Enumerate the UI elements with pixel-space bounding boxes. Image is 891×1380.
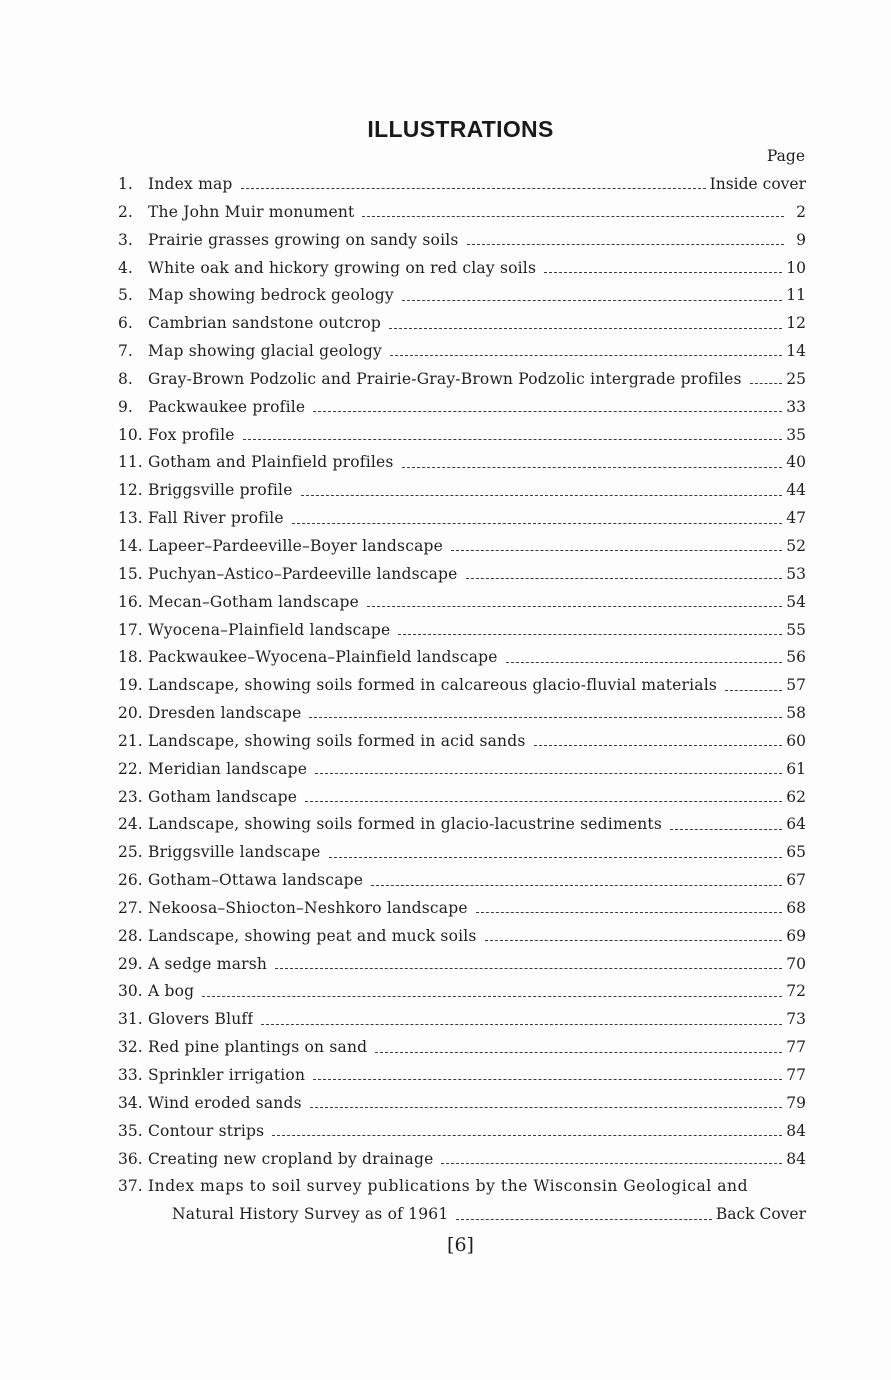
item-page: 84 <box>786 1121 806 1140</box>
list-item <box>118 199 806 227</box>
list-item <box>118 1173 806 1201</box>
item-page: 79 <box>786 1093 806 1112</box>
item-label: Gotham landscape <box>148 787 298 806</box>
item-label: A sedge marsh <box>148 954 268 973</box>
item-page: 14 <box>786 342 806 361</box>
item-page: 35 <box>786 425 806 444</box>
list-item <box>118 756 806 784</box>
item-number: 10. <box>118 425 143 444</box>
list-item <box>118 1146 806 1174</box>
leader-line <box>241 188 706 189</box>
leader-line <box>313 1079 782 1080</box>
item-number: 3. <box>118 230 133 249</box>
item-label: Meridian landscape <box>148 759 308 778</box>
item-label: Lapeer–Pardeeville–Boyer landscape <box>148 536 444 555</box>
list-item <box>118 422 806 450</box>
leader-line <box>456 1219 711 1220</box>
item-page: 70 <box>786 954 806 973</box>
item-number: 6. <box>118 314 133 333</box>
item-number: 16. <box>118 592 143 611</box>
item-label: Gray-Brown Podzolic and Prairie-Gray-Brown Podzolic intergrade profiles <box>148 369 742 388</box>
list-item <box>118 1034 806 1062</box>
item-label: Cambrian sandstone outcrop <box>148 314 382 333</box>
list-item <box>118 227 806 255</box>
leader-line <box>305 801 782 802</box>
item-number: 31. <box>118 1010 143 1029</box>
item-label: Index map <box>148 175 233 193</box>
list-item <box>118 1118 806 1146</box>
item-label: Sprinkler irrigation <box>148 1066 306 1084</box>
item-label: White oak and hickory growing on red clay soils <box>148 258 537 277</box>
item-number: 11. <box>118 453 143 472</box>
item-label: Landscape, showing soils formed in glacio-lacustrine sediments <box>148 815 663 834</box>
item-page: 58 <box>786 704 806 723</box>
item-label: Landscape, showing soils formed in acid sands <box>148 731 526 750</box>
list-item <box>118 811 806 839</box>
leader-line <box>309 717 782 718</box>
leader-line <box>362 216 784 217</box>
leader-line <box>390 355 782 356</box>
item-page: 47 <box>786 509 806 528</box>
list-item <box>118 617 806 645</box>
list-item <box>118 394 806 422</box>
list-item <box>118 255 806 283</box>
list-item <box>118 978 806 1006</box>
item-page: Inside cover <box>709 175 806 193</box>
illustrations-list <box>118 171 806 1229</box>
list-item <box>118 672 806 700</box>
item-number: 1. <box>118 175 133 193</box>
list-item <box>118 784 806 812</box>
item-number: 26. <box>118 871 143 890</box>
list-item <box>118 282 806 310</box>
item-label: Contour strips <box>148 1121 265 1140</box>
leader-line <box>451 550 782 551</box>
list-item <box>118 589 806 617</box>
item-page: Back Cover <box>715 1205 806 1224</box>
item-number: 21. <box>118 731 143 750</box>
item-page: 54 <box>786 592 806 611</box>
leader-line <box>389 328 782 329</box>
item-page: 55 <box>786 620 806 639</box>
leader-line <box>261 1024 782 1025</box>
list-item <box>118 366 806 394</box>
item-label: Dresden landscape <box>148 704 302 723</box>
item-page: 61 <box>786 759 806 778</box>
leader-line <box>476 912 783 913</box>
item-label: Mecan–Gotham landscape <box>148 592 359 611</box>
item-page: 60 <box>786 731 806 750</box>
page-column-heading: Page <box>766 147 805 165</box>
item-page: 9 <box>796 230 806 249</box>
item-number: 20. <box>118 704 143 723</box>
list-item <box>118 867 806 895</box>
leader-line <box>329 857 783 858</box>
item-number: 5. <box>118 286 133 305</box>
item-page: 53 <box>786 564 806 583</box>
item-number: 4. <box>118 258 133 277</box>
list-item <box>118 533 806 561</box>
item-label: Wind eroded sands <box>148 1093 302 1112</box>
item-number: 25. <box>118 843 143 862</box>
item-number: 15. <box>118 564 143 583</box>
item-number: 28. <box>118 926 143 945</box>
leader-line <box>534 745 783 746</box>
item-page: 56 <box>786 648 806 667</box>
list-item <box>118 728 806 756</box>
item-number: 13. <box>118 509 143 528</box>
list-item <box>118 1006 806 1034</box>
item-number: 35. <box>118 1121 143 1140</box>
item-number: 18. <box>118 648 143 667</box>
item-label: Glovers Bluff <box>148 1010 254 1029</box>
item-number: 24. <box>118 815 143 834</box>
list-item <box>118 1090 806 1118</box>
item-number: 19. <box>118 676 143 695</box>
item-page: 2 <box>796 202 806 221</box>
item-page: 44 <box>786 481 806 500</box>
leader-line <box>725 690 782 691</box>
leader-line <box>544 272 782 273</box>
list-item <box>118 923 806 951</box>
item-label: Creating new cropland by drainage <box>148 1149 434 1168</box>
leader-line <box>292 523 782 524</box>
leader-line <box>506 662 783 663</box>
item-label: Fall River profile <box>148 509 284 528</box>
list-item <box>118 477 806 505</box>
item-label: A bog <box>148 982 195 1001</box>
leader-line <box>398 634 782 635</box>
item-page: 57 <box>786 676 806 695</box>
item-label: The John Muir monument <box>148 202 355 221</box>
item-number: 7. <box>118 342 133 361</box>
item-page: 69 <box>786 926 806 945</box>
leader-line <box>466 578 783 579</box>
item-page: 12 <box>786 314 806 333</box>
item-label: Briggsville profile <box>148 481 293 500</box>
item-page: 68 <box>786 898 806 917</box>
item-page: 65 <box>786 843 806 862</box>
item-page: 84 <box>786 1149 806 1168</box>
leader-line <box>202 996 782 997</box>
leader-line <box>367 606 782 607</box>
list-item <box>118 951 806 979</box>
leader-line <box>402 467 783 468</box>
list-item <box>118 895 806 923</box>
item-number: 23. <box>118 787 143 806</box>
item-number: 12. <box>118 481 143 500</box>
leader-line <box>272 1135 782 1136</box>
item-number: 22. <box>118 759 143 778</box>
item-number: 33. <box>118 1066 143 1084</box>
item-number: 2. <box>118 202 133 221</box>
item-label: Landscape, showing peat and muck soils <box>148 926 477 945</box>
item-number: 27. <box>118 898 143 917</box>
leader-line <box>485 940 783 941</box>
leader-line <box>375 1052 782 1053</box>
list-item <box>118 171 806 199</box>
item-page: 73 <box>786 1010 806 1029</box>
item-label: Puchyan–Astico–Pardeeville landscape <box>148 564 458 583</box>
item-label: Landscape, showing soils formed in calcareous glacio-fluvial materials <box>148 676 718 695</box>
item-label: Index maps to soil survey publications by the Wisconsin Geological and <box>148 1177 749 1196</box>
item-page: 33 <box>786 397 806 416</box>
item-number: 14. <box>118 536 143 555</box>
item-label: Wyocena–Plainfield landscape <box>148 620 391 639</box>
leader-line <box>243 439 783 440</box>
list-item <box>118 561 806 589</box>
item-number: 36. <box>118 1149 143 1168</box>
leader-line <box>402 300 782 301</box>
item-number: 8. <box>118 369 133 388</box>
item-page: 72 <box>786 982 806 1001</box>
item-number: 32. <box>118 1038 143 1057</box>
item-number: 17. <box>118 620 143 639</box>
item-page: 11 <box>786 286 806 305</box>
item-page: 77 <box>786 1066 806 1084</box>
item-number: 37. <box>118 1177 143 1196</box>
leader-line <box>467 244 784 245</box>
page-title: ILLUSTRATIONS <box>367 116 554 142</box>
page-number: [6] <box>447 1234 474 1256</box>
item-number: 34. <box>118 1093 143 1112</box>
leader-line <box>310 1107 783 1108</box>
leader-line <box>313 411 782 412</box>
item-label: Red pine plantings on sand <box>148 1038 368 1057</box>
item-number: 29. <box>118 954 143 973</box>
item-label: Natural History Survey as of 1961 <box>172 1205 449 1224</box>
item-number: 30. <box>118 982 143 1001</box>
item-label: Map showing bedrock geology <box>148 286 394 305</box>
list-item <box>118 839 806 867</box>
list-item <box>118 310 806 338</box>
list-item <box>118 505 806 533</box>
item-label: Nekoosa–Shiocton–Neshkoro landscape <box>148 898 468 917</box>
item-page: 10 <box>786 258 806 277</box>
list-item-continuation <box>118 1201 806 1229</box>
list-item <box>118 449 806 477</box>
item-page: 40 <box>786 453 806 472</box>
list-item <box>118 338 806 366</box>
leader-line <box>750 383 783 384</box>
leader-line <box>315 773 782 774</box>
leader-line <box>441 1163 782 1164</box>
item-label: Gotham–Ottawa landscape <box>148 871 364 890</box>
item-label: Gotham and Plainfield profiles <box>148 453 394 472</box>
item-page: 64 <box>786 815 806 834</box>
item-label: Map showing glacial geology <box>148 342 382 361</box>
item-label: Prairie grasses growing on sandy soils <box>148 230 459 249</box>
item-label: Packwaukee profile <box>148 397 306 416</box>
leader-line <box>275 968 782 969</box>
item-page: 77 <box>786 1038 806 1057</box>
item-page: 67 <box>786 871 806 890</box>
leader-line <box>371 885 782 886</box>
item-page: 52 <box>786 536 806 555</box>
list-item <box>118 1062 806 1090</box>
leader-line <box>670 829 782 830</box>
item-label: Briggsville landscape <box>148 843 321 862</box>
item-label: Packwaukee–Wyocena–Plainfield landscape <box>148 648 498 667</box>
item-label: Fox profile <box>148 425 235 444</box>
leader-line <box>301 495 783 496</box>
item-number: 9. <box>118 397 133 416</box>
list-item <box>118 700 806 728</box>
item-page: 62 <box>786 787 806 806</box>
list-item <box>118 644 806 672</box>
item-page: 25 <box>786 369 806 388</box>
